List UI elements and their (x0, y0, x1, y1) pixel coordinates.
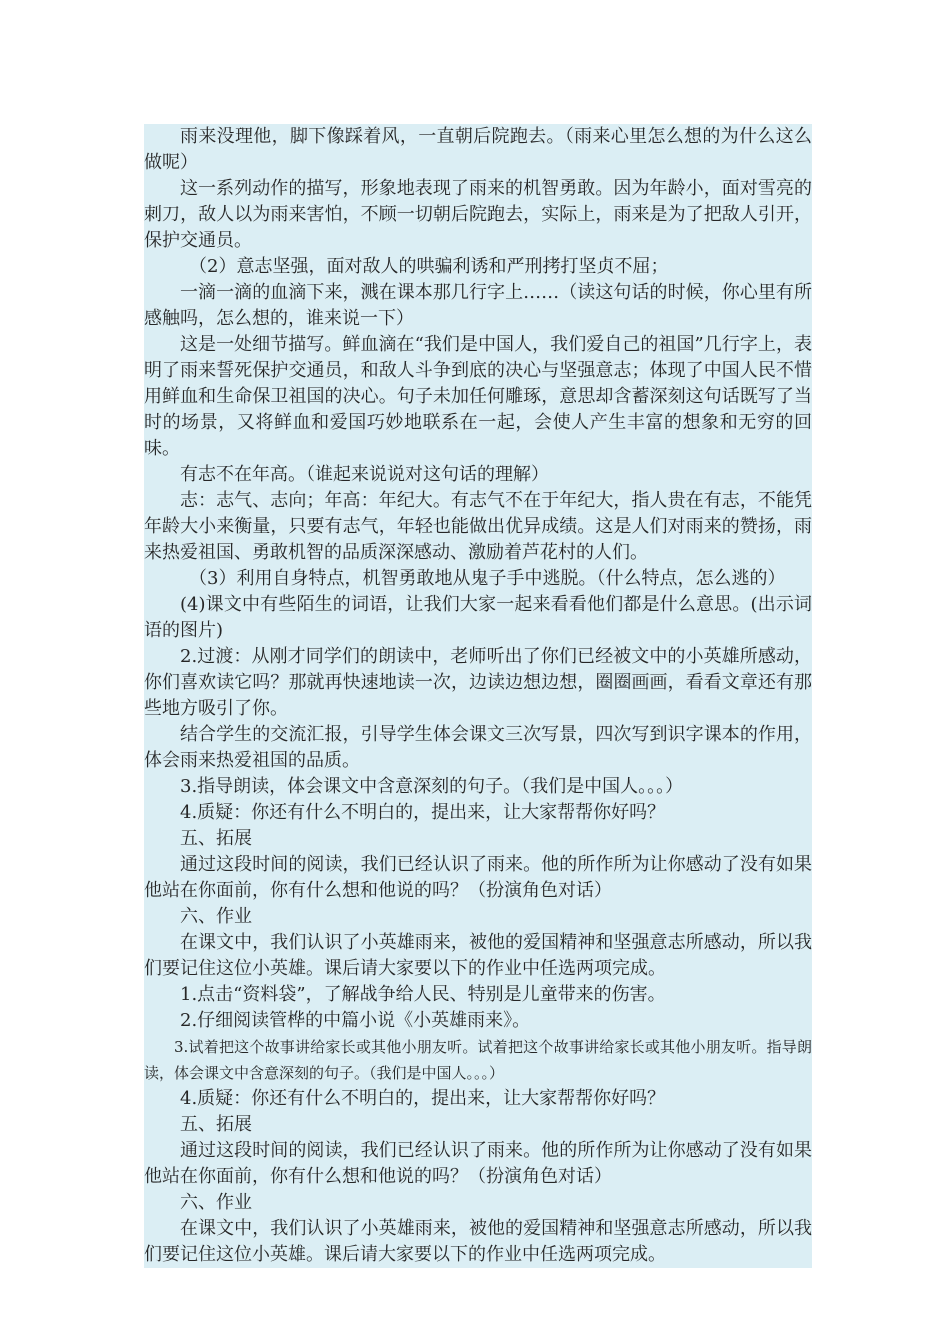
paragraph-questions-repeat: 4.质疑：你还有什么不明白的，提出来，让大家帮帮你好吗？ (144, 1086, 812, 1112)
paragraph-yulai-runs: 雨来没理他，脚下像踩着风，一直朝后院跑去。（雨来心里怎么想的为什么这么做呢） (144, 124, 812, 176)
paragraph-detail-description: 这是一处细节描写。鲜血滴在“我们是中国人，我们爱自己的祖国”几行字上，表明了雨来誓死保护交通员，和敌人斗争到底的决心与坚强意志；体现了中国人民不惜用鲜血和生命保卫祖国的决心。句子未加任何雕琢，意思却含蓄深刻这句话既写了当时的场景，又将鲜血和爱国巧妙地联系在一起，会使人产生丰富的想象和无穷的回味。 (144, 332, 812, 462)
paragraph-blood-drops: 一滴一滴的血滴下来，溅在课本那几行字上……（读这句话的时候，你心里有所感触吗，怎么想的，谁来说一下） (144, 280, 812, 332)
paragraph-questions: 4.质疑：你还有什么不明白的，提出来，让大家帮帮你好吗？ (144, 800, 812, 826)
homework-item-1: 1.点击“资料袋”，了解战争给人民、特别是儿童带来的伤害。 (144, 982, 812, 1008)
heading-extension-repeat: 五、拓展 (144, 1112, 812, 1138)
paragraph-homework-intro: 在课文中，我们认识了小英雄雨来，被他的爱国精神和坚强意志所感动，所以我们要记住这位小英雄。课后请大家要以下的作业中任选两项完成。 (144, 930, 812, 982)
homework-item-3: 3.试着把这个故事讲给家长或其他小朋友听。试着把这个故事讲给家长或其他小朋友听。指导朗读，体会课文中含意深刻的句子。（我们是中国人。。。） (144, 1034, 812, 1086)
paragraph-transition: 2.过渡：从刚才同学们的朗读中，老师听出了你们已经被文中的小英雄所感动，你们喜欢读它吗？那就再快速地读一次，边读边想边想，圈圈画画，看看文章还有那些地方吸引了你。 (144, 644, 812, 722)
heading-extension: 五、拓展 (144, 826, 812, 852)
paragraph-guided-reading: 3.指导朗读，体会课文中含意深刻的句子。（我们是中国人。。。） (144, 774, 812, 800)
paragraph-proverb-explanation: 志：志气、志向；年高：年纪大。有志气不在于年纪大，指人贵在有志，不能凭年龄大小来衡量，只要有志气，年轻也能做出优异成绩。这是人们对雨来的赞扬，雨来热爱祖国、勇敢机智的品质深深感动、激励着芦花村的人们。 (144, 488, 812, 566)
heading-homework-repeat: 六、作业 (144, 1190, 812, 1216)
paragraph-extension-body-repeat: 通过这段时间的阅读，我们已经认识了雨来。他的所作所为让你感动了没有如果他站在你面前，你有什么想和他说的吗？（扮演角色对话） (144, 1138, 812, 1190)
heading-homework: 六、作业 (144, 904, 812, 930)
paragraph-action-description: 这一系列动作的描写，形象地表现了雨来的机智勇敢。因为年龄小，面对雪亮的刺刀，敌人以为雨来害怕，不顾一切朝后院跑去，实际上，雨来是为了把敌人引开，保护交通员。 (144, 176, 812, 254)
paragraph-point-4: (4)课文中有些陌生的词语，让我们大家一起来看看他们都是什么意思。(出示词语的图片) (144, 592, 812, 644)
paragraph-student-report: 结合学生的交流汇报，引导学生体会课文三次写景，四次写到识字课本的作用，体会雨来热爱祖国的品质。 (144, 722, 812, 774)
homework-item-2: 2.仔细阅读管桦的中篇小说《小英雄雨来》。 (144, 1008, 812, 1034)
paragraph-point-3: （3）利用自身特点，机智勇敢地从鬼子手中逃脱。（什么特点，怎么逃的） (144, 566, 812, 592)
paragraph-homework-intro-repeat: 在课文中，我们认识了小英雄雨来，被他的爱国精神和坚强意志所感动，所以我们要记住这位小英雄。课后请大家要以下的作业中任选两项完成。 (144, 1216, 812, 1268)
paragraph-point-2: （2）意志坚强，面对敌人的哄骗利诱和严刑拷打坚贞不屈； (144, 254, 812, 280)
paragraph-extension-body: 通过这段时间的阅读，我们已经认识了雨来。他的所作所为让你感动了没有如果他站在你面前，你有什么想和他说的吗？（扮演角色对话） (144, 852, 812, 904)
document-body (144, 124, 812, 1268)
paragraph-ambition-proverb: 有志不在年高。（谁起来说说对这句话的理解） (144, 462, 812, 488)
